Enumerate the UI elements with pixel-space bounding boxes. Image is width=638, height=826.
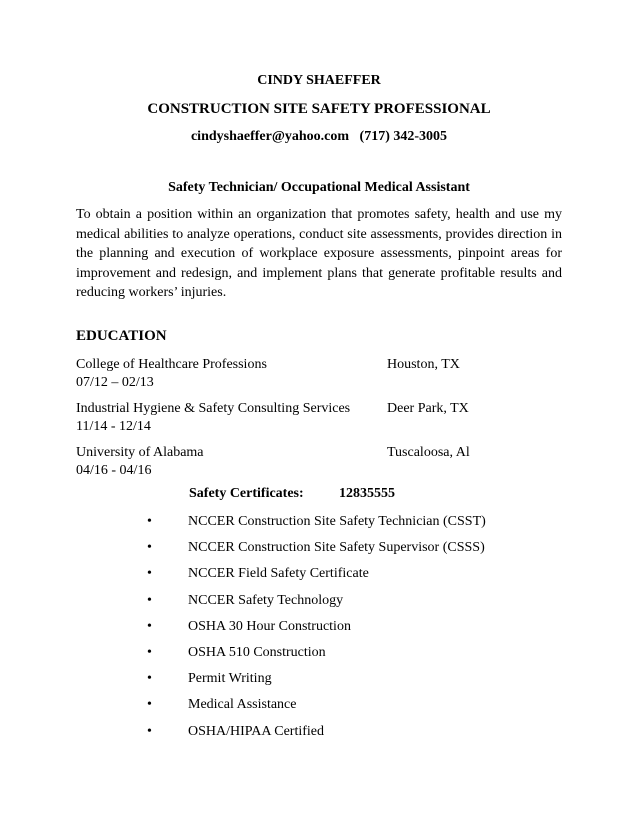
certificate-item: NCCER Construction Site Safety Technician (CSST) bbox=[188, 514, 486, 529]
list-item bbox=[0, 566, 638, 592]
candidate-name: CINDY SHAEFFER bbox=[257, 73, 381, 88]
phone-number: (717) 342-3005 bbox=[359, 129, 448, 144]
list-item bbox=[0, 671, 638, 697]
list-item bbox=[0, 697, 638, 723]
certificate-item: OSHA 30 Hour Construction bbox=[188, 618, 351, 634]
list-item bbox=[0, 540, 638, 566]
bullet-icon: • bbox=[147, 723, 152, 739]
list-item bbox=[0, 619, 638, 645]
bullet-icon: • bbox=[147, 697, 152, 713]
professional-headline: CONSTRUCTION SITE SAFETY PROFESSIONAL bbox=[147, 101, 491, 117]
school-name: College of Healthcare Professions bbox=[76, 357, 267, 372]
certificates-heading bbox=[189, 486, 395, 502]
objective-title: Safety Technician/ Occupational Medical Assistant bbox=[168, 180, 470, 195]
school-name: Industrial Hygiene & Safety Consulting Services bbox=[76, 401, 351, 416]
bullet-icon: • bbox=[147, 671, 152, 687]
list-item bbox=[0, 514, 638, 540]
list-item bbox=[0, 593, 638, 619]
school-name: University of Alabama bbox=[76, 445, 204, 460]
bullet-icon: • bbox=[147, 514, 152, 529]
certificates-label: Safety Certificates: bbox=[189, 486, 304, 501]
bullet-icon: • bbox=[147, 644, 152, 660]
list-item bbox=[0, 645, 638, 671]
attendance-dates: 11/14 - 12/14 bbox=[76, 419, 151, 434]
bullet-icon: • bbox=[147, 540, 152, 556]
email-address: cindyshaeffer@yahoo.com bbox=[190, 129, 350, 144]
certificate-item: NCCER Construction Site Safety Supervisor (CSSS) bbox=[188, 540, 485, 556]
bullet-icon: • bbox=[147, 566, 152, 582]
certificate-item: NCCER Field Safety Certificate bbox=[188, 566, 369, 582]
certificate-item: NCCER Safety Technology bbox=[188, 592, 344, 608]
attendance-dates: 07/12 – 02/13 bbox=[76, 375, 154, 390]
education-heading: EDUCATION bbox=[76, 328, 167, 344]
bullet-icon: • bbox=[147, 618, 152, 634]
attendance-dates: 04/16 - 04/16 bbox=[76, 463, 152, 478]
contact-line bbox=[0, 129, 638, 145]
certificate-number: 12835555 bbox=[339, 486, 395, 501]
certificate-item: OSHA/HIPAA Certified bbox=[188, 723, 324, 739]
school-location: Tuscaloosa, Al bbox=[387, 445, 470, 460]
certificates-list bbox=[0, 514, 638, 750]
list-item bbox=[0, 724, 638, 750]
certificate-item: OSHA 510 Construction bbox=[188, 644, 326, 660]
objective-text: To obtain a position within an organization that promotes safety, health and use my medical abilities to analyze operations, conduct site assessments, provides direction in the planning and execution of workplace exposure assessments, pinpoint areas for improvement and redesign, and implement plans that generate profitable results and reducing workers’ injuries. bbox=[76, 207, 562, 300]
certificate-item: Medical Assistance bbox=[188, 697, 297, 713]
certificate-item: Permit Writing bbox=[188, 671, 272, 687]
school-location: Houston, TX bbox=[387, 357, 460, 372]
bullet-icon: • bbox=[147, 592, 152, 608]
school-location: Deer Park, TX bbox=[387, 401, 469, 416]
